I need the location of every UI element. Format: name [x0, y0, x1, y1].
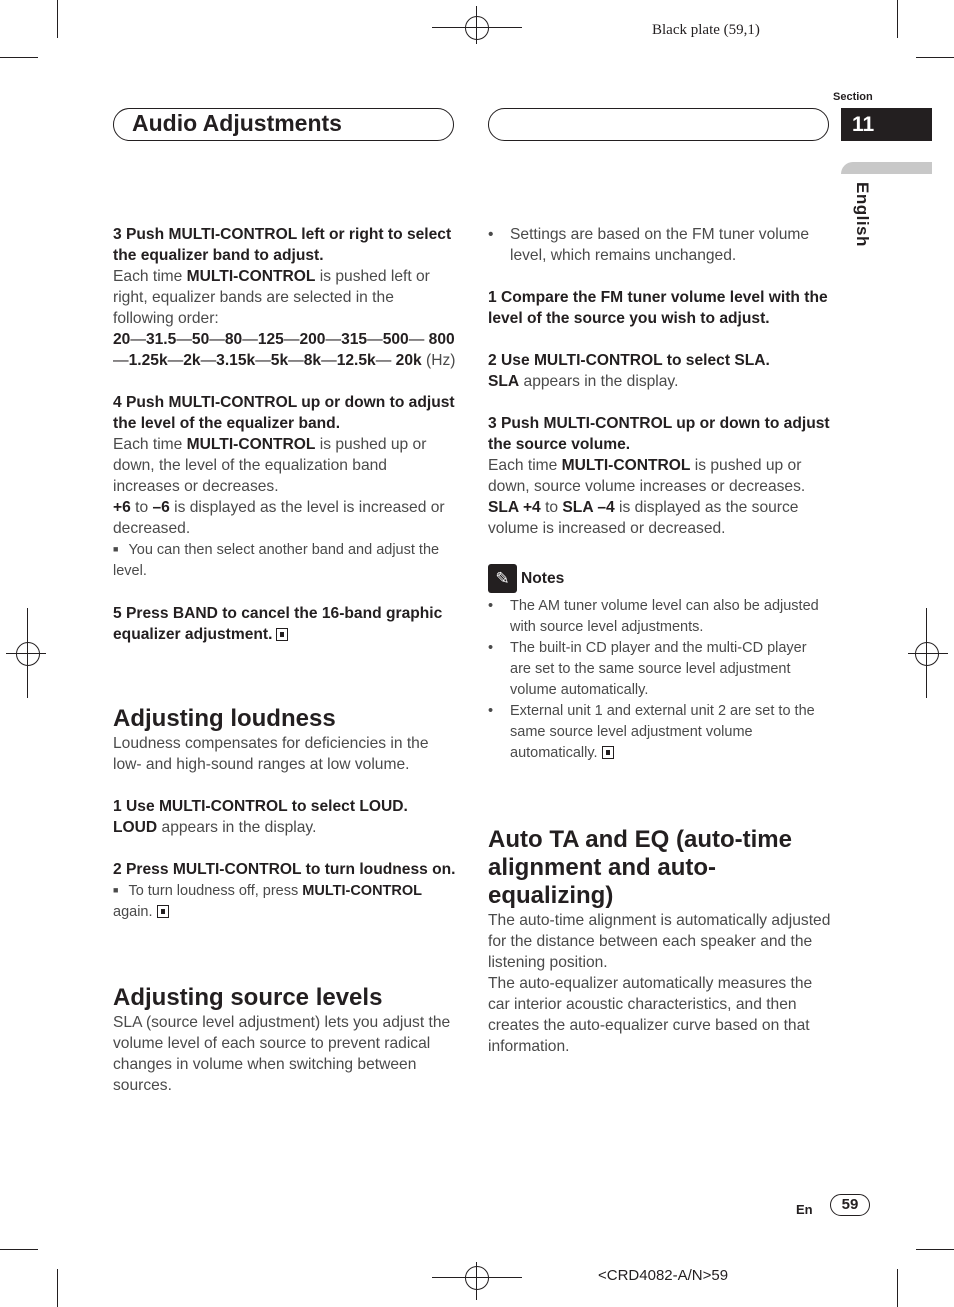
auto-ta-eq-heading: Auto TA and EQ (auto-time alignment and auto-equalizing)	[488, 826, 792, 910]
step-3-title: 3 Push MULTI-CONTROL left or right to select the equalizer band to adjust.	[113, 226, 452, 264]
section-label: Section	[833, 91, 873, 103]
footer-language: En	[796, 1202, 813, 1217]
sla-heading: Adjusting source levels	[113, 984, 383, 1011]
notes-header: ✎ Notes	[488, 563, 831, 594]
list-item: • External unit 1 and external unit 2 are set to the same source level adjustment volume automatically.	[488, 703, 815, 762]
registration-circle	[465, 16, 489, 40]
header-left	[113, 108, 454, 141]
crop-mark	[0, 57, 38, 58]
loudness-step-2-title: 2 Press MULTI-CONTROL to turn loudness on.	[113, 861, 456, 878]
step-4-title: 4 Push MULTI-CONTROL up or down to adjust the level of the equalizer band.	[113, 394, 455, 432]
loudness-step-1-body: LOUD appears in the display.	[113, 819, 317, 836]
crop-mark	[57, 1269, 58, 1307]
crop-mark	[897, 0, 898, 38]
loudness-intro: Loudness compensates for deficiencies in the low- and high-sound ranges at low volume.	[113, 735, 429, 773]
loudness-step-1-title: 1 Use MULTI-CONTROL to select LOUD.	[113, 798, 408, 815]
end-of-section-icon	[157, 905, 169, 918]
loudness-step-2-note: ■ To turn loudness off, press MULTI-CONTROL again.	[113, 883, 423, 920]
step-5-title: 5 Press BAND to cancel the 16-band graphic equalizer adjustment.	[113, 605, 443, 643]
step-4-note: ■ You can then select another band and adjust the level.	[113, 542, 440, 579]
end-of-section-icon	[276, 628, 288, 641]
sla-intro: SLA (source level adjustment) lets you adjust the volume level of each source to prevent radical changes in volume when switching between sources.	[113, 1014, 451, 1094]
left-column	[113, 224, 456, 1096]
pencil-icon: ✎	[488, 564, 517, 593]
crop-mark	[57, 0, 58, 38]
sla-step-3-title: 3 Push MULTI-CONTROL up or down to adjust the source volume.	[488, 415, 830, 453]
loudness-heading: Adjusting loudness	[113, 705, 336, 732]
list-item: • The built-in CD player and the multi-CD player are set to the same source level adjustment volume automatically.	[488, 640, 807, 699]
registration-circle	[465, 1266, 489, 1290]
list-item: • Settings are based on the FM tuner volume level, which remains unchanged.	[488, 226, 810, 264]
plate-label: Black plate (59,1)	[652, 22, 760, 38]
section-number: 11	[841, 108, 932, 141]
band-order: 20—31.5—50—80—125—200—315—500— 800—1.25k—2k—3.15k—5k—8k—12.5k— 20k (Hz)	[113, 331, 456, 369]
end-of-section-icon	[602, 746, 614, 759]
header-right	[488, 108, 829, 141]
step-4-level: +6 to –6 is displayed as the level is increased or decreased.	[113, 499, 445, 537]
registration-circle	[915, 642, 939, 666]
crop-mark	[897, 1269, 898, 1307]
sla-step-2-body: SLA appears in the display.	[488, 373, 679, 390]
sla-step-1-title: 1 Compare the FM tuner volume level with the level of the source you wish to adjust.	[488, 289, 828, 327]
list-item: • The AM tuner volume level can also be adjusted with source level adjustments.	[488, 598, 819, 636]
step-4-body: Each time MULTI-CONTROL is pushed up or down, the level of the equalization band increases or decreases.	[113, 436, 427, 495]
page-number: 59	[830, 1194, 870, 1216]
crop-mark	[916, 57, 954, 58]
language-tab-bar	[841, 162, 932, 174]
sla-step-2-title: 2 Use MULTI-CONTROL to select SLA.	[488, 352, 770, 369]
footer-code: <CRD4082-A/N>59	[598, 1267, 729, 1284]
auto-eq-paragraph: The auto-equalizer automatically measures the car interior acoustic characteristics, and then creates the auto-equalizer curve based on that information.	[488, 975, 813, 1056]
page-title: Audio Adjustments	[132, 110, 342, 136]
crop-mark	[916, 1249, 954, 1250]
language-tab: English	[853, 182, 872, 247]
registration-circle	[16, 642, 40, 666]
crop-mark	[0, 1249, 38, 1250]
sla-step-3-level: SLA +4 to SLA –4 is displayed as the source volume is increased or decreased.	[488, 499, 799, 537]
step-3-body: Each time MULTI-CONTROL is pushed left or right, equalizer bands are selected in the following order:	[113, 268, 430, 327]
right-column	[488, 224, 831, 1057]
sla-step-3-body: Each time MULTI-CONTROL is pushed up or down, source volume increases or decreases.	[488, 457, 806, 495]
auto-ta-paragraph: The auto-time alignment is automatically adjusted for the distance between each speaker and the listening position.	[488, 912, 831, 972]
notes-list	[488, 596, 831, 764]
